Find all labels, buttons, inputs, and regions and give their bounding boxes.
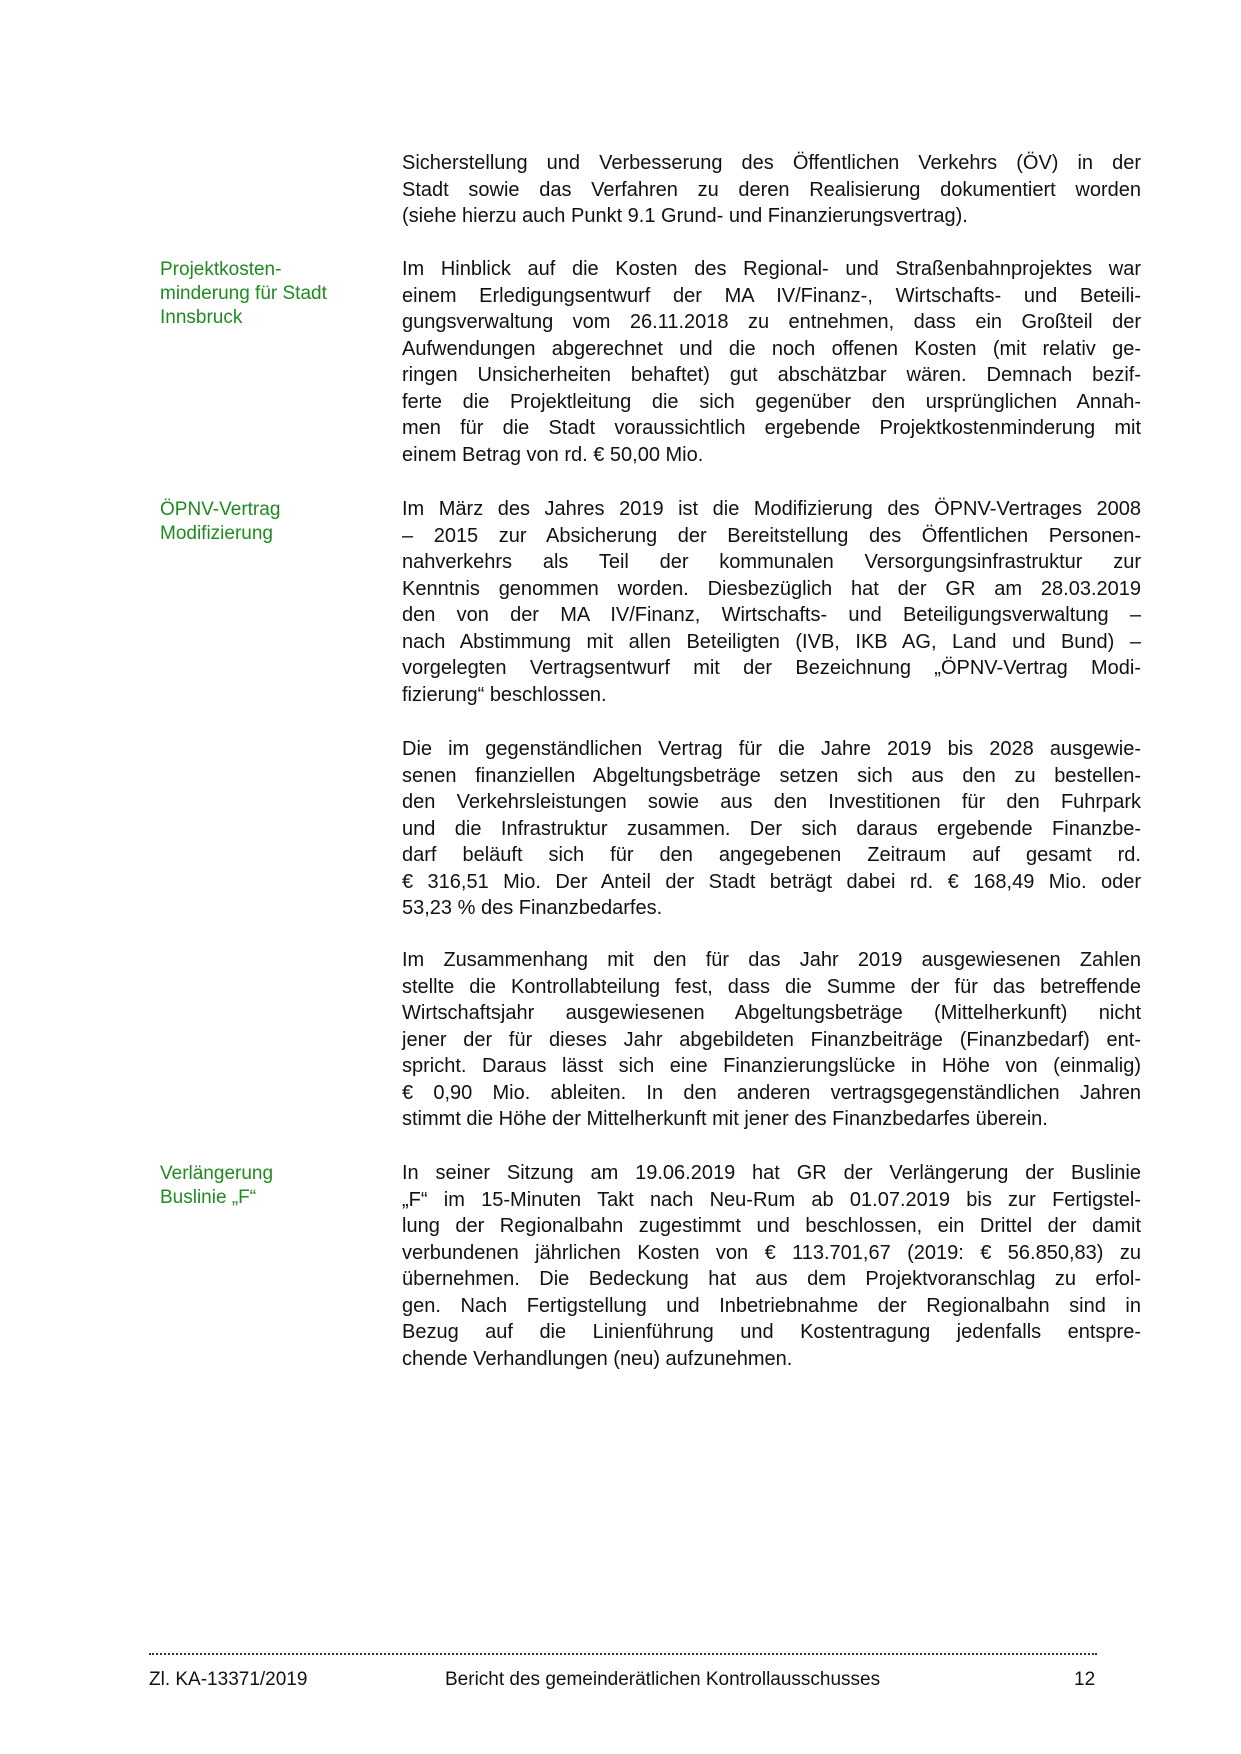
body-paragraph [402, 496, 1141, 708]
paragraph-line: stimmt die Höhe der Mittelherkunft mit jener des Finanzbedarfes überein. [402, 1108, 1048, 1130]
footer-divider [149, 1653, 1097, 1655]
paragraph-line: lung der Regionalbahn zugestimmt und beschlossen, ein Drittel der damit [402, 1215, 1141, 1237]
paragraph-line: Aufwendungen abgerechnet und die noch offenen Kosten (mit relativ ge- [402, 337, 1141, 360]
paragraph-line: Im Hinblick auf die Kosten des Regional- und Straßenbahnprojektes war [402, 258, 1141, 280]
paragraph-line: men für die Stadt voraussichtlich ergebende Projektkostenminderung mit [402, 417, 1141, 439]
margin-heading-line: Buslinie „F“ [160, 1187, 257, 1208]
footer-title: Bericht des gemeinderätlichen Kontrollausschusses [445, 1669, 881, 1690]
paragraph-line: den von der MA IV/Finanz, Wirtschafts- und Beteiligungsverwaltung – [402, 604, 1141, 626]
paragraph-line: Stadt sowie das Verfahren zu deren Realisierung dokumentiert worden [402, 178, 1141, 201]
paragraph-line: vorgelegten Vertragsentwurf mit der Bezeichnung „ÖPNV-Vertrag Modi- [402, 657, 1141, 679]
margin-heading [160, 258, 380, 330]
margin-heading-line: Verlängerung [160, 1163, 274, 1184]
paragraph-line: darf beläuft sich für den angegebenen Zeitraum auf gesamt rd. [402, 844, 1141, 866]
margin-heading-line: Projektkosten- [160, 259, 282, 280]
body-paragraph [402, 256, 1141, 468]
paragraph-line: gungsverwaltung vom 26.11.2018 zu entnehmen, dass ein Großteil der [402, 311, 1141, 333]
paragraph-line: (siehe hierzu auch Punkt 9.1 Grund- und Finanzierungsvertrag). [402, 205, 968, 227]
paragraph-line: jener der für dieses Jahr abgebildeten Finanzbeiträge (Finanzbedarf) ent- [402, 1028, 1141, 1051]
paragraph-line: nach Abstimmung mit allen Beteiligten (IVB, IKB AG, Land und Bund) – [402, 630, 1141, 653]
paragraph-line: Im März des Jahres 2019 ist die Modifizierung des ÖPNV-Vertrages 2008 [402, 498, 1141, 520]
paragraph-line: verbundenen jährlichen Kosten von € 113.701,67 (2019: € 56.850,83) zu [402, 1241, 1141, 1264]
margin-heading-line: minderung für Stadt [160, 283, 327, 304]
paragraph-line: fizierung“ beschlossen. [402, 683, 607, 706]
paragraph-line: gen. Nach Fertigstellung und Inbetriebnahme der Regionalbahn sind in [402, 1294, 1141, 1317]
paragraph-line: € 0,90 Mio. ableiten. In den anderen vertragsgegenständlichen Jahren [402, 1081, 1141, 1104]
body-paragraph [402, 1160, 1141, 1372]
paragraph-line: einem Erledigungsentwurf der MA IV/Finanz-, Wirtschafts- und Beteili- [402, 284, 1141, 307]
paragraph-line: ringen Unsicherheiten behaftet) gut abschätzbar wären. Demnach bezif- [402, 364, 1141, 386]
body-paragraph [402, 150, 1141, 230]
paragraph-line: den Verkehrsleistungen sowie aus den Investitionen für den Fuhrpark [402, 791, 1141, 813]
paragraph-line: Bezug auf die Linienführung und Kostentragung jedenfalls entspre- [402, 1321, 1141, 1343]
paragraph-line: Kenntnis genommen worden. Diesbezüglich hat der GR am 28.03.2019 [402, 577, 1141, 600]
margin-heading [160, 498, 380, 546]
paragraph-line: und die Infrastruktur zusammen. Der sich daraus ergebende Finanzbe- [402, 817, 1141, 840]
margin-heading-line: Innsbruck [160, 307, 243, 328]
margin-heading-line: Modifizierung [160, 523, 273, 544]
margin-heading [160, 1162, 380, 1210]
paragraph-line: € 316,51 Mio. Der Anteil der Stadt beträgt dabei rd. € 168,49 Mio. oder [402, 870, 1141, 893]
paragraph-line: spricht. Daraus lässt sich eine Finanzierungslücke in Höhe von (einmalig) [402, 1055, 1141, 1077]
page-number: 12 [1074, 1669, 1096, 1690]
body-paragraph [402, 736, 1141, 922]
paragraph-line: In seiner Sitzung am 19.06.2019 hat GR der Verlängerung der Buslinie [402, 1162, 1141, 1184]
paragraph-line: nahverkehrs als Teil der kommunalen Versorgungsinfrastruktur zur [402, 551, 1141, 573]
paragraph-line: chende Verhandlungen (neu) aufzunehmen. [402, 1347, 793, 1370]
paragraph-line: Sicherstellung und Verbesserung des Öffentlichen Verkehrs (ÖV) in der [402, 152, 1141, 174]
paragraph-line: einem Betrag von rd. € 50,00 Mio. [402, 443, 704, 466]
paragraph-line: 53,23 % des Finanzbedarfes. [402, 897, 663, 919]
paragraph-line: „F“ im 15-Minuten Takt nach Neu-Rum ab 01.07.2019 bis zur Fertigstel- [402, 1188, 1141, 1211]
paragraph-line: Wirtschaftsjahr ausgewiesenen Abgeltungsbeträge (Mittelherkunft) nicht [402, 1002, 1141, 1024]
margin-heading-line: ÖPNV-Vertrag [160, 499, 281, 520]
body-paragraph [402, 947, 1141, 1133]
paragraph-line: Die im gegenständlichen Vertrag für die Jahre 2019 bis 2028 ausgewie- [402, 738, 1141, 760]
footer-reference: Zl. KA-13371/2019 [149, 1669, 308, 1690]
paragraph-line: Im Zusammenhang mit den für das Jahr 2019 ausgewiesenen Zahlen [402, 949, 1141, 971]
paragraph-line: übernehmen. Die Bedeckung hat aus dem Projektvoranschlag zu erfol- [402, 1268, 1141, 1290]
paragraph-line: ferte die Projektleitung die sich gegenüber den ursprünglichen Annah- [402, 390, 1141, 413]
paragraph-line: stellte die Kontrollabteilung fest, dass die Summe der für das betreffende [402, 975, 1141, 998]
paragraph-line: – 2015 zur Absicherung der Bereitstellung des Öffentlichen Personen- [402, 524, 1141, 547]
paragraph-line: senen finanziellen Abgeltungsbeträge setzen sich aus den zu bestellen- [402, 764, 1141, 787]
